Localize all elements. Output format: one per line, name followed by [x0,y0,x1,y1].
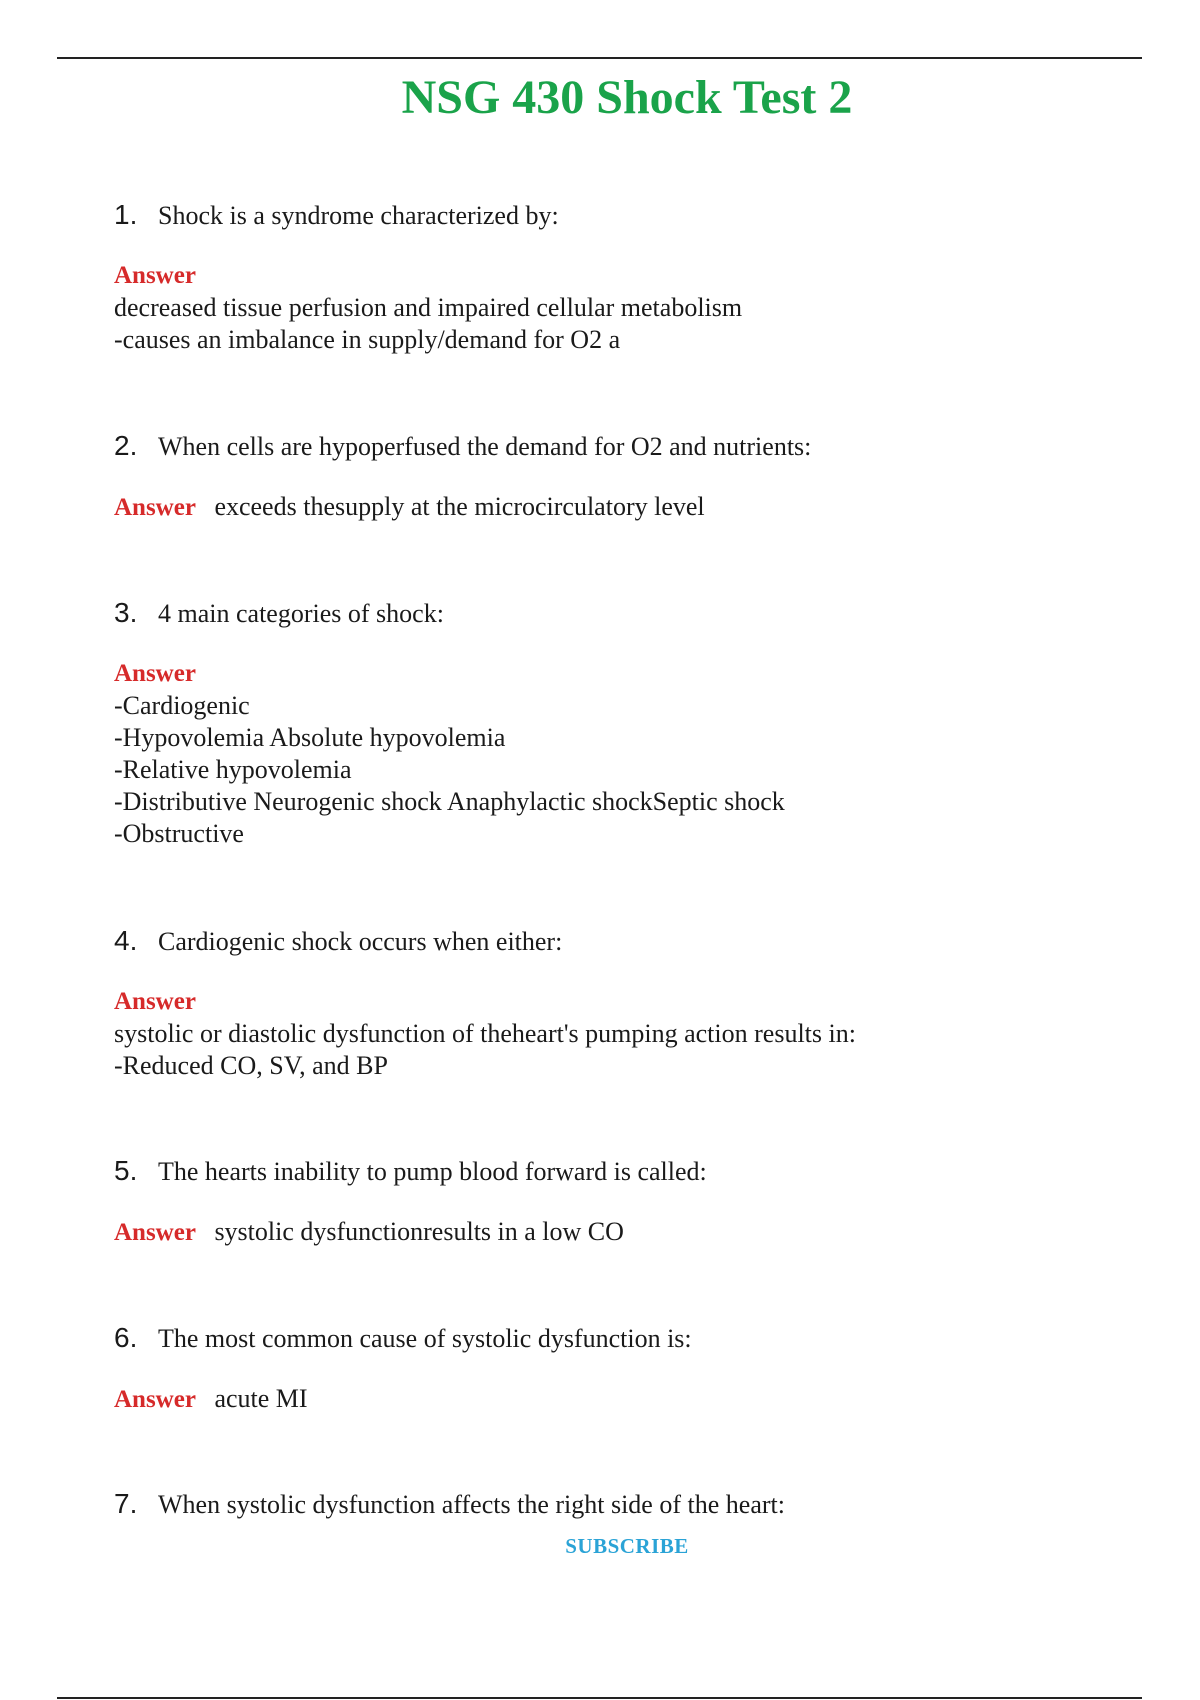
question [114,199,1114,232]
answer-label: Answer [114,660,196,687]
question [114,925,1114,958]
bottom-rule [57,1697,1142,1699]
answer-line: decreased tissue perfusion and impaired cellular metabolism [114,293,743,322]
question-number: 1. [114,199,138,230]
answer-label: Answer [114,262,196,289]
question-number: 3. [114,597,138,628]
question-number: 4. [114,925,138,956]
answer-line: -Reduced CO, SV, and BP [114,1051,388,1080]
question-block-5 [114,1155,1114,1249]
question-text: Cardiogenic shock occurs when either: [158,927,563,956]
question-text: The most common cause of systolic dysfunction is: [158,1324,692,1353]
question-block-1 [114,199,1114,356]
question [114,430,1114,463]
answer [114,1383,1114,1416]
answer-label: Answer [114,1386,196,1413]
question-text: The hearts inability to pump blood forward is called: [158,1157,707,1186]
answer-line: -Distributive Neurogenic shock Anaphylactic shockSeptic shock [114,787,785,816]
answer-line: systolic or diastolic dysfunction of theheart's pumping action results in: [114,1019,856,1048]
answer-line: -Relative hypovolemia [114,755,352,784]
answer [114,986,1114,1082]
question-block-7 [114,1488,1114,1521]
top-rule [57,57,1142,59]
answer-label: Answer [114,988,196,1015]
question-block-4 [114,925,1114,1082]
question [114,1488,1114,1521]
question-text: When cells are hypoperfused the demand for O2 and nutrients: [158,432,812,461]
answer [114,1216,1114,1249]
question-number: 5. [114,1155,138,1186]
page-title: NSG 430 Shock Test 2 [401,71,853,124]
question-text: Shock is a syndrome characterized by: [158,201,559,230]
question [114,597,1114,630]
answer-label: Answer [114,494,196,521]
answer-line: -Cardiogenic [114,691,250,720]
question-number: 2. [114,430,138,461]
answer-line: -causes an imbalance in supply/demand for O2 a [114,325,621,354]
question [114,1322,1114,1355]
question-block-6 [114,1322,1114,1416]
answer [114,658,1114,850]
question-text: When systolic dysfunction affects the right side of the heart: [158,1490,785,1519]
question-text: 4 main categories of shock: [158,599,444,628]
subscribe-link[interactable]: SUBSCRIBE [565,1534,689,1558]
question [114,1155,1114,1188]
answer-text: acute MI [214,1384,308,1413]
answer-text: systolic dysfunctionresults in a low CO [214,1217,624,1246]
answer-text: exceeds thesupply at the microcirculatory level [214,492,705,521]
question-block-2 [114,430,1114,524]
question-block-3 [114,597,1114,850]
question-number: 7. [114,1488,138,1519]
answer-line: -Obstructive [114,819,244,848]
question-number: 6. [114,1322,138,1353]
answer [114,491,1114,524]
answer-line: -Hypovolemia Absolute hypovolemia [114,723,506,752]
answer [114,260,1114,356]
answer-label: Answer [114,1219,196,1246]
